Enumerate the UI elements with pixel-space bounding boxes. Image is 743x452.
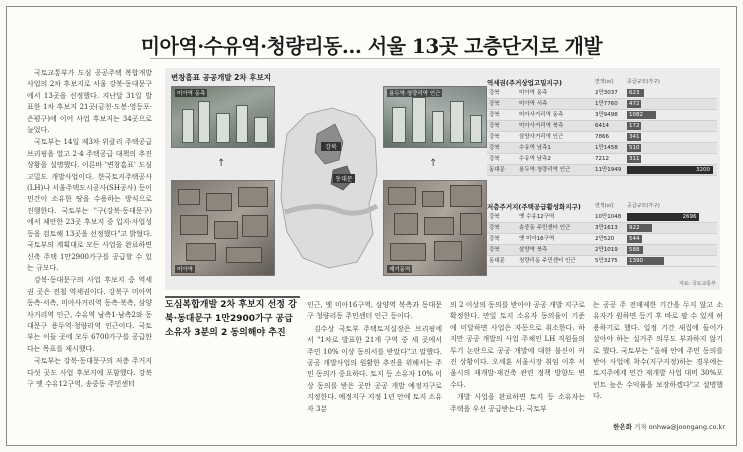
district-cell: 강북	[489, 236, 500, 242]
reporter-email: onhwa@joongang.co.kr	[648, 423, 725, 431]
site-cell: 미아사거리역 북측	[519, 123, 564, 129]
column-header: 공급규모(가구)	[627, 79, 660, 85]
site-cell: 미아역 서측	[519, 101, 548, 107]
photo-label: 용두역·청량리역 인근	[389, 91, 441, 97]
body-column-2	[307, 300, 442, 431]
site-cell: 옛 수유12구역	[519, 214, 555, 220]
district-cell: 동대문	[489, 167, 505, 173]
supply-bar	[627, 89, 644, 97]
body-column-1	[27, 68, 152, 431]
supply-value: 922	[629, 225, 640, 231]
area-cell: 2만520	[595, 236, 615, 242]
area-cell: 11만1949	[595, 167, 622, 173]
aerial-photo-yongdu	[383, 86, 487, 148]
district-cell: 동대문	[489, 258, 505, 264]
infographic	[165, 68, 720, 290]
area-cell: 1만7760	[595, 101, 618, 107]
site-cell: 미아사거리역 동측	[519, 112, 564, 118]
supply-value: 172	[629, 123, 640, 129]
paragraph: 국토부는 14일 제3차 위클리 주택공급 브리핑을 열고 2·4 주택공급 대책의 추진 상황을 설명했다. 이른바 '변창흠표' 도심 고밀도 개발사업이다. 한국토지주택공사(LH)나 서울주택도시공사(SH공사) 등이 민간이 소유한 땅을 수용하는 방식으로 진행한다. 국토부는 "구(강북·동대문구)에서 제안한 23곳 후보지 중 입지·사업성 등을 검토해 13곳을 선정했다"고 밝혔다. 국토부의 계획대로 모든 사업을 완료하면 신축 주택 1만2900가구를 공급할 수 있는 규모다.	[27, 138, 152, 272]
district-cell: 강북	[489, 156, 500, 162]
table-row	[487, 99, 717, 110]
site-cell: 미아역 동측	[519, 90, 548, 96]
paragraph: 는 공공 주 전매제한 기간을 두지 않고 소유자가 원하면 등기 후 바로 팔 수 있게 허용하기로 했다. 일정 기간 새집에 들어가 살아야 하는 실거주 의무도 부과하지 않기로 했다. 국토부는 "올해 안에 주민 동의를 받아 사업에 착수(지구지정)하는 경우에는 토지주에게 민간 재개발 사업 대비 30%포인트 높은 수익률을 보장하겠다"고 설명했다.	[593, 301, 723, 401]
paragraph: 개발 사업을 완료하면 토지 등 소유자는 주택을 우선 공급받는다. 국토부	[450, 393, 585, 413]
column-header: 면적(㎡)	[595, 203, 614, 209]
paragraph: 국토교통부가 도심 공공주택 복합개발 사업의 2차 후보지로 서울 강북·동대문구에서 13곳을 선정했다. 지난달 31일 발표한 1차 후보지 21곳(금천·도봉·영등포·은평구)에 이어 사업 후보지는 34곳으로 늘었다.	[27, 69, 152, 135]
area-cell: 1만1458	[595, 145, 618, 151]
supply-bar	[627, 133, 641, 141]
paragraph: 인근, 옛 미아16구역, 삼양역 북측과 동대문구 청량리동 주민센터 인근 등이다.	[307, 301, 442, 321]
headline-rule	[150, 58, 593, 59]
supply-bar	[627, 166, 713, 174]
area-cell: 2만3037	[595, 90, 618, 96]
district-cell: 강북	[489, 112, 500, 118]
map-label-dongdaemun: 동대문	[335, 176, 353, 183]
site-cell: 옛 미아16구역	[519, 236, 555, 242]
supply-value: 311	[629, 156, 640, 162]
district-cell: 강북	[489, 101, 500, 107]
district-cell: 강북	[489, 123, 500, 129]
area-cell: 5만3275	[595, 258, 618, 264]
photo-label: 미아역	[177, 267, 193, 273]
supply-value: 623	[629, 90, 640, 96]
site-cell: 송중동 주민센터 인근	[519, 225, 571, 231]
section-title: 저층주거지(주택공급활성화지구)	[487, 203, 581, 211]
table-row	[487, 132, 717, 143]
supply-bar	[627, 213, 699, 221]
area-cell: 3만9498	[595, 112, 618, 118]
district-cell: 강북	[489, 225, 500, 231]
site-cell: 청량리동 주민센터 인근	[519, 258, 576, 264]
supply-value: 472	[629, 101, 640, 107]
reporter-name: 한은화	[613, 423, 633, 431]
map-label-gangbuk: 강북	[325, 144, 337, 151]
paragraph: 국토부는 강북·동대문구의 저층 주거지 다섯 곳도 사업 후보지에 포함했다. 강북구 옛 수유12구역, 송중동 주민센터	[27, 357, 152, 388]
section-title: 역세권(주거상업고밀지구)	[487, 79, 563, 87]
photo-mia-station	[171, 180, 275, 276]
lowrise-area-table	[487, 202, 717, 267]
supply-value: 1082	[629, 112, 643, 118]
arrow-up-icon: ↑	[429, 158, 438, 169]
area-cell: 2만1019	[595, 247, 618, 253]
supply-bar	[627, 155, 641, 163]
area-cell: 10만1048	[595, 214, 622, 220]
supply-value: 3200	[696, 167, 710, 173]
table-row	[487, 143, 717, 154]
photo-label: 제기동역	[389, 267, 411, 273]
area-cell: 6414	[595, 123, 609, 129]
table-row	[487, 223, 717, 234]
supply-bar	[627, 100, 641, 108]
column-header: 면적(㎡)	[595, 79, 614, 85]
site-cell: 수유역 남측2	[519, 156, 551, 162]
table-row	[487, 88, 717, 99]
supply-value: 2696	[682, 214, 697, 220]
station-area-table	[487, 78, 717, 176]
district-cell: 강북	[489, 145, 500, 151]
arrow-up-icon: ↑	[217, 158, 226, 169]
aerial-photo-mia-east	[171, 86, 275, 148]
area-cell: 3만1613	[595, 225, 618, 231]
table-row	[487, 234, 717, 245]
paragraph: 김수상 국토부 주택토지실장은 브리핑에서 "1차로 발표한 21개 구역 중 세 곳에서 주민 10% 이상 동의서를 받았다"고 말했다. 공공 개발사업의 원활한 추진을 위해서는 주민 동의가 중요하다. 토지 등 소유자 10% 이상 동의를 받은 곳만 공공 개발 예정지구로 지정한다. 예정지구 지정 1년 안에 토지 소유자 3분	[307, 324, 442, 413]
area-cell: 7866	[595, 134, 609, 140]
area-cell: 7212	[595, 156, 609, 162]
table-row	[487, 154, 717, 165]
column-header: 공급규모(가구)	[627, 203, 660, 209]
supply-value: 544	[629, 236, 640, 242]
paragraph: 의 2 이상의 동의를 받아야 공공 개발 지구로 확정한다. 만일 토지 소유자 동의율이 기준에 미달하면 사업은 자동으로 취소한다. 하지만 공공 개발의 사업 주체인 LH 직원들의 투기 논란으로 공공 개발에 대한 불신이 커진 상황이다. 오세훈 서울시장 취임 이후 서울시의 재개발·재건축 관련 정책 방향도 변수다.	[450, 301, 585, 389]
supply-value: 588	[629, 247, 640, 253]
body-column-4	[593, 300, 723, 418]
district-cell: 강북	[489, 134, 500, 140]
district-cell: 강북	[489, 90, 500, 96]
table-row	[487, 245, 717, 256]
body-column-3	[450, 300, 585, 431]
supply-value: 341	[629, 134, 640, 140]
paragraph: 강북·동대문구의 사업 후보지 중 역세권 곳은 전철 역세권이다. 강북구 미아역 동측·서측, 미아사거리역 동측·북측, 삼양사거리역 인근, 수유역 남측1·남측2와 동대문구 용두역·청량리역 인근이다. 국토부는 이들 곳에 모두 6700가구를 공급한다는 목표를 제시했다.	[27, 276, 152, 353]
site-cell: 수유역 남측1	[519, 145, 551, 151]
supply-value: 510	[629, 145, 640, 151]
supply-bar	[627, 144, 641, 152]
supply-bar	[627, 122, 641, 130]
table-row	[487, 256, 717, 267]
infographic-title: 변창흠표 공공개발 2차 후보지	[171, 73, 271, 82]
district-cell: 강북	[489, 214, 500, 220]
site-cell: 삼양사거리역 인근	[519, 134, 564, 140]
seoul-map	[277, 94, 381, 274]
supply-bar	[627, 224, 652, 232]
supply-bar	[627, 111, 656, 119]
supply-bar	[627, 246, 643, 254]
district-cell: 강북	[489, 247, 500, 253]
headline: 미아역·수유역·청량리동… 서울 13곳 고층단지로 개발	[140, 34, 603, 58]
byline	[613, 422, 725, 431]
table-row	[487, 110, 717, 121]
table-row	[487, 165, 717, 176]
site-cell: 삼양역 북측	[519, 247, 548, 253]
photo-jegi-station	[383, 180, 487, 276]
supply-value: 1390	[629, 258, 643, 264]
supply-bar	[627, 235, 642, 243]
reporter-role: 기자	[634, 423, 647, 431]
supply-bar	[627, 257, 664, 265]
table-row	[487, 121, 717, 132]
site-cell: 용두역·청량리역 인근	[519, 167, 571, 173]
subhead: 도심복합개발 2차 후보지 선정 강북·동대문구 1만2900가구 공급 소유자 3분의 2 동의해야 추진	[165, 300, 297, 338]
table-row	[487, 212, 717, 223]
photo-label: 미아역 동측	[177, 91, 206, 97]
source-note: 자료: 국토교통부	[678, 281, 716, 287]
